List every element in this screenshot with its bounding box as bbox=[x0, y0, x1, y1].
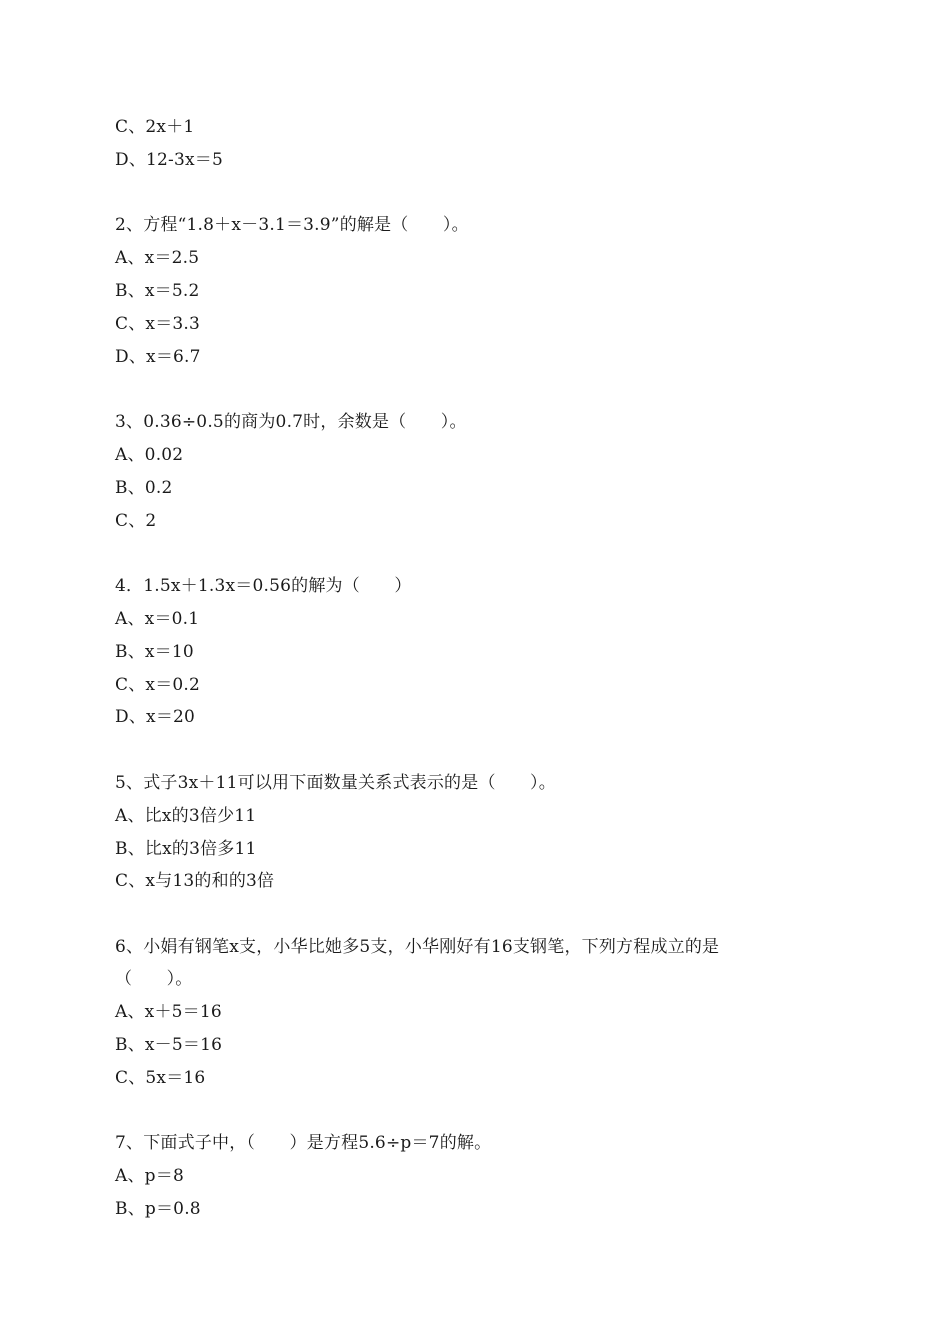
q1-option-d: D、12-3x＝5 bbox=[115, 150, 224, 170]
q6-option-b: B、x－5＝16 bbox=[115, 1035, 223, 1055]
q2-option-a: A、x＝2.5 bbox=[115, 248, 200, 268]
q4-option-b: B、x＝10 bbox=[115, 642, 194, 662]
q3-option-c: C、2 bbox=[115, 511, 157, 531]
q4-option-d: D、x＝20 bbox=[115, 707, 196, 727]
q3-question: 3、0.36÷0.5的商为0.7时，余数是（ ）。 bbox=[115, 412, 467, 432]
q6-question-continued: （ ）。 bbox=[115, 969, 193, 989]
q5-option-a: A、比x的3倍少11 bbox=[115, 806, 257, 826]
q1-option-c: C、2x＋1 bbox=[115, 117, 195, 137]
q2-question: 2、方程“1.8＋x－3.1＝3.9”的解是（ ）。 bbox=[115, 215, 469, 235]
q7-option-a: A、p＝8 bbox=[115, 1166, 184, 1186]
q5-question: 5、式子3x＋11可以用下面数量关系式表示的是（ ）。 bbox=[115, 773, 556, 793]
q2-option-c: C、x＝3.3 bbox=[115, 314, 201, 334]
q7-option-b: B、p＝0.8 bbox=[115, 1199, 201, 1219]
q4-question: 4．1.5x＋1.3x＝0.56的解为（ ） bbox=[115, 576, 412, 596]
q2-option-b: B、x＝5.2 bbox=[115, 281, 200, 301]
q6-option-c: C、5x＝16 bbox=[115, 1068, 206, 1088]
q5-option-c: C、x与13的和的3倍 bbox=[115, 871, 275, 891]
q6-option-a: A、x＋5＝16 bbox=[115, 1002, 222, 1022]
q3-option-a: A、0.02 bbox=[115, 445, 184, 465]
q3-option-b: B、0.2 bbox=[115, 478, 173, 498]
q7-question: 7、下面式子中，（ ）是方程5.6÷p＝7的解。 bbox=[115, 1133, 492, 1153]
q5-option-b: B、比x的3倍多11 bbox=[115, 839, 257, 859]
q2-option-d: D、x＝6.7 bbox=[115, 347, 201, 367]
q6-question: 6、小娟有钢笔x支，小华比她多5支，小华刚好有16支钢笔，下列方程成立的是 bbox=[115, 937, 720, 957]
q4-option-c: C、x＝0.2 bbox=[115, 675, 201, 695]
q4-option-a: A、x＝0.1 bbox=[115, 609, 200, 629]
